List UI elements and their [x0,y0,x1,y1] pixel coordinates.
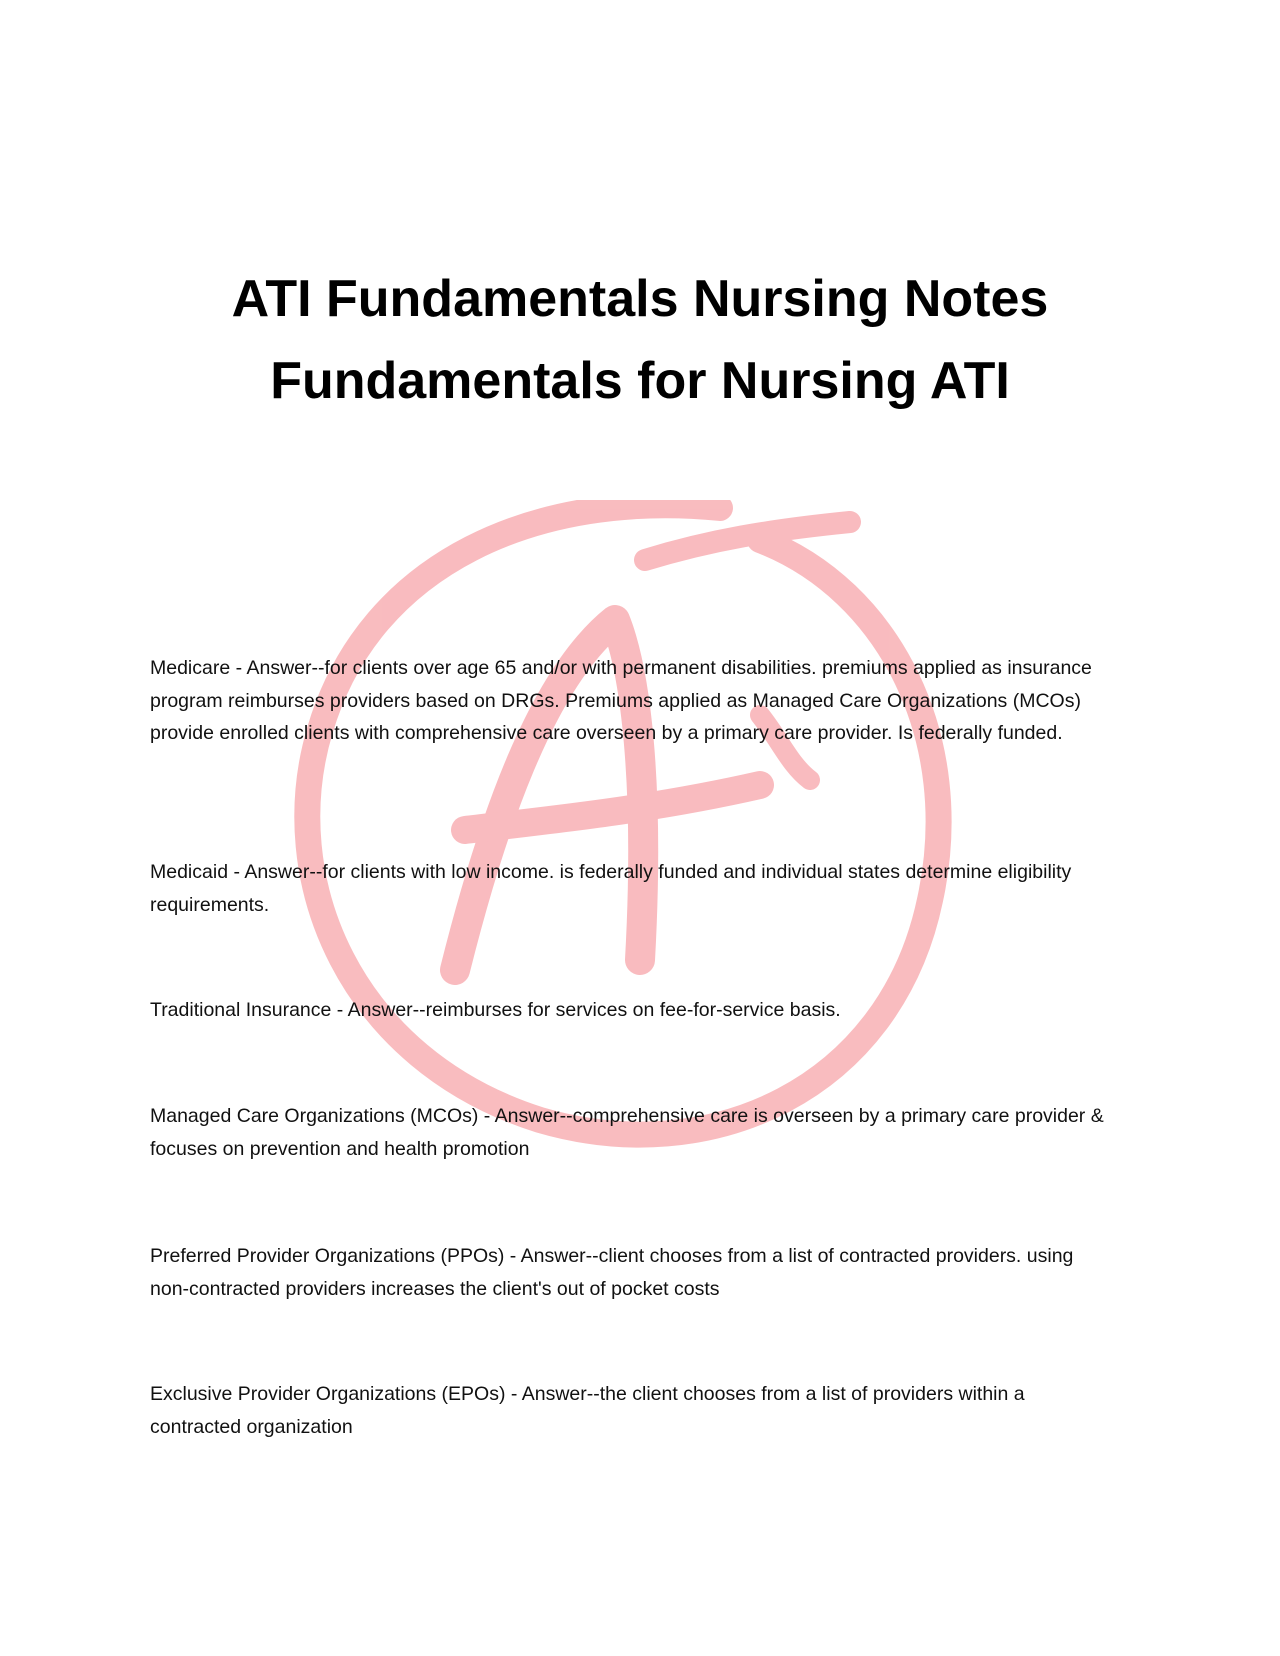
stamp-plus-horizontal [645,522,850,560]
entry-separator: - [505,1383,522,1405]
entry-separator: - [504,1245,521,1267]
entry-term: Managed Care Organizations (MCOs) [150,1105,479,1127]
entry-exclusive-provider-organizations [150,1378,1105,1443]
entry-separator: - [230,657,247,679]
entry-term: Exclusive Provider Organizations (EPOs) [150,1383,506,1405]
entry-answer: Answer--client chooses from a list of contracted providers. using non-contracted providers increases the client's out of pocket costs [150,1245,1074,1300]
entry-managed-care-organizations [150,1100,1105,1165]
entry-term: Traditional Insurance [150,999,332,1021]
entry-separator: - [331,999,348,1021]
entry-answer: Answer--for clients with low income. is federally funded and individual states determine eligibility requirements. [150,861,1072,916]
entry-preferred-provider-organizations [150,1240,1105,1305]
entry-term: Medicare [150,657,231,679]
entry-medicare [150,652,1105,750]
entry-medicaid [150,856,1105,921]
entry-traditional-insurance [150,994,1105,1027]
entry-separator: - [478,1105,495,1127]
entry-answer: Answer--comprehensive care is overseen by a primary care provider & focuses on prevention and health promotion [150,1105,1104,1160]
entry-answer: Answer--reimburses for services on fee-for-service basis. [347,999,841,1021]
entry-answer: Answer--for clients over age 65 and/or with permanent disabilities. premiums applied as insurance program reimburses providers based on DRGs. Premiums applied as Managed Care Organizations (MCOs) provide enrolled clients with comprehensive care overseen by a primary care provider. Is federally funded. [150,657,1092,744]
entry-term: Preferred Provider Organizations (PPOs) [150,1245,505,1267]
title-line-2: Fundamentals for Nursing ATI [270,352,1010,410]
entry-separator: - [228,861,245,883]
entry-answer: Answer--the client chooses from a list of providers within a contracted organization [150,1383,1025,1438]
entry-term: Medicaid [150,861,229,883]
stamp-circle [307,505,938,1134]
a-plus-grade-stamp-icon [290,500,990,1150]
document-title [0,258,1280,422]
stamp-letter-a-crossbar [465,785,760,830]
title-line-1: ATI Fundamentals Nursing Notes [231,270,1049,328]
